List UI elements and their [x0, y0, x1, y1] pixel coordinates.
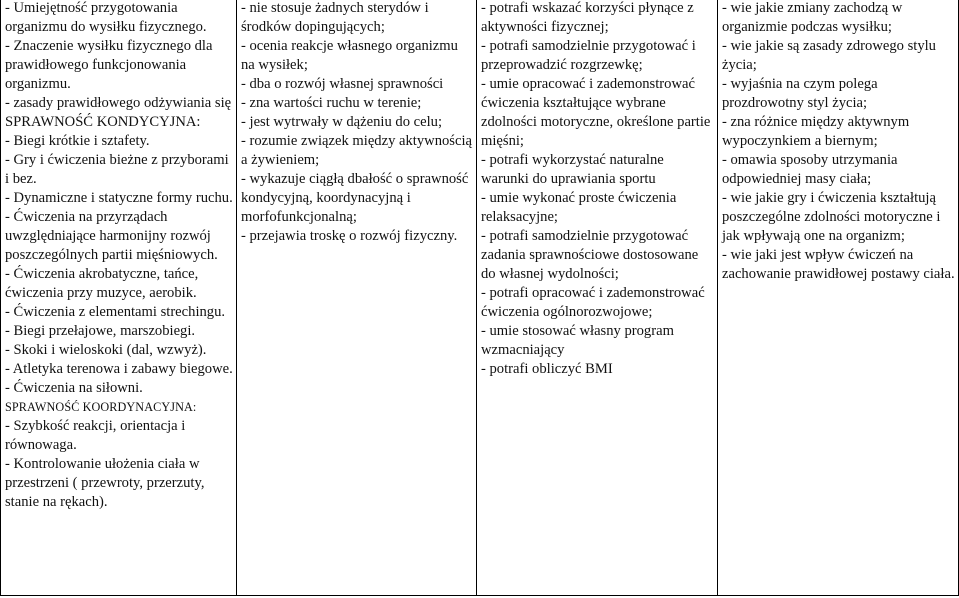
- list-item: - jest wytrwały w dążeniu do celu;: [241, 114, 443, 130]
- list-item: - Szybkość reakcji, orientacja i równowaga.: [5, 418, 186, 453]
- list-item: - potrafi obliczyć BMI: [481, 361, 613, 377]
- list-item: - potrafi samodzielnie przygotować zadania sprawnościowe dostosowane do własnej wydolności;: [481, 228, 699, 282]
- list-item: - Ćwiczenia akrobatyczne, tańce, ćwiczenia przy muzyce, aerobik.: [5, 266, 199, 301]
- list-item: - potrafi wskazać korzyści płynące z aktywności fizycznej;: [481, 0, 694, 35]
- list-item: - Kontrolowanie ułożenia ciała w przestrzeni ( przewroty, przerzuty, stanie na rękach).: [5, 456, 205, 510]
- column-knowledge: [718, 0, 959, 596]
- list-item: - nie stosuje żadnych sterydów i środków dopingujących;: [241, 0, 429, 35]
- column-attitudes: [237, 0, 477, 596]
- list-item: - Gry i ćwiczenia bieżne z przyborami i bez.: [5, 152, 229, 187]
- list-item: - wie jakie gry i ćwiczenia kształtują poszczególne zdolności motoryczne i jak wpływają one na organizm;: [722, 190, 941, 244]
- list-item: - wyjaśnia na czym polega prozdrowotny styl życia;: [722, 76, 878, 111]
- column-skills: [477, 0, 718, 596]
- table-row: [1, 0, 959, 596]
- list-item: - przejawia troskę o rozwój fizyczny.: [241, 228, 458, 244]
- list-item: - potrafi samodzielnie przygotować i przeprowadzić rozgrzewkę;: [481, 38, 696, 73]
- list-item: SPRAWNOŚĆ KONDYCYJNA:: [5, 114, 201, 130]
- list-item: - umie stosować własny program wzmacniający: [481, 323, 674, 358]
- list-item: - wie jakie zmiany zachodzą w organizmie podczas wysiłku;: [722, 0, 903, 35]
- column-content-activities: [1, 0, 237, 596]
- list-item: - zna wartości ruchu w terenie;: [241, 95, 422, 111]
- list-item: - potrafi opracować i zademonstrować ćwiczenia ogólnorozwojowe;: [481, 285, 705, 320]
- list-item: - dba o rozwój własnej sprawności: [241, 76, 444, 92]
- list-item: - Dynamiczne i statyczne formy ruchu.: [5, 190, 233, 206]
- list-item: - Znaczenie wysiłku fizycznego dla prawidłowego funkcjonowania organizmu.: [5, 38, 213, 92]
- list-item: - Ćwiczenia na siłowni.: [5, 380, 143, 396]
- list-item: - zasady prawidłowego odżywiania się: [5, 95, 232, 111]
- list-item: - Ćwiczenia na przyrządach uwzględniające harmonijny rozwój poszczególnych partii mięśniowych.: [5, 209, 218, 263]
- list-item: - Ćwiczenia z elementami strechingu.: [5, 304, 226, 320]
- list-item: - wykazuje ciągłą dbałość o sprawność kondycyjną, koordynacyjną i morfofunkcjonalną;: [241, 171, 469, 225]
- list-item: - Skoki i wieloskoki (dal, wzwyż).: [5, 342, 207, 358]
- list-item: - zna różnice między aktywnym wypoczynkiem a biernym;: [722, 114, 910, 149]
- list-item: - wie jaki jest wpływ ćwiczeń na zachowanie prawidłowej postawy ciała.: [722, 247, 955, 282]
- list-item: - Umiejętność przygotowania organizmu do wysiłku fizycznego.: [5, 0, 207, 35]
- list-item: - Biegi przełajowe, marszobiegi.: [5, 323, 196, 339]
- list-item: - potrafi wykorzystać naturalne warunki do uprawiania sportu: [481, 152, 664, 187]
- list-item: - umie wykonać proste ćwiczenia relaksacyjne;: [481, 190, 677, 225]
- list-item: - umie opracować i zademonstrować ćwiczenia kształtujące wybrane zdolności motoryczne, określone partie mięśni;: [481, 76, 711, 149]
- list-item: - Biegi krótkie i sztafety.: [5, 133, 150, 149]
- list-item: - Atletyka terenowa i zabawy biegowe.: [5, 361, 233, 377]
- list-item: - ocenia reakcje własnego organizmu na wysiłek;: [241, 38, 458, 73]
- list-item: - wie jakie są zasady zdrowego stylu życia;: [722, 38, 936, 73]
- list-item: - rozumie związek między aktywnością a żywieniem;: [241, 133, 472, 168]
- list-item: - omawia sposoby utrzymania odpowiedniej masy ciała;: [722, 152, 898, 187]
- list-item: SPRAWNOŚĆ KOORDYNACYJNA:: [5, 400, 197, 414]
